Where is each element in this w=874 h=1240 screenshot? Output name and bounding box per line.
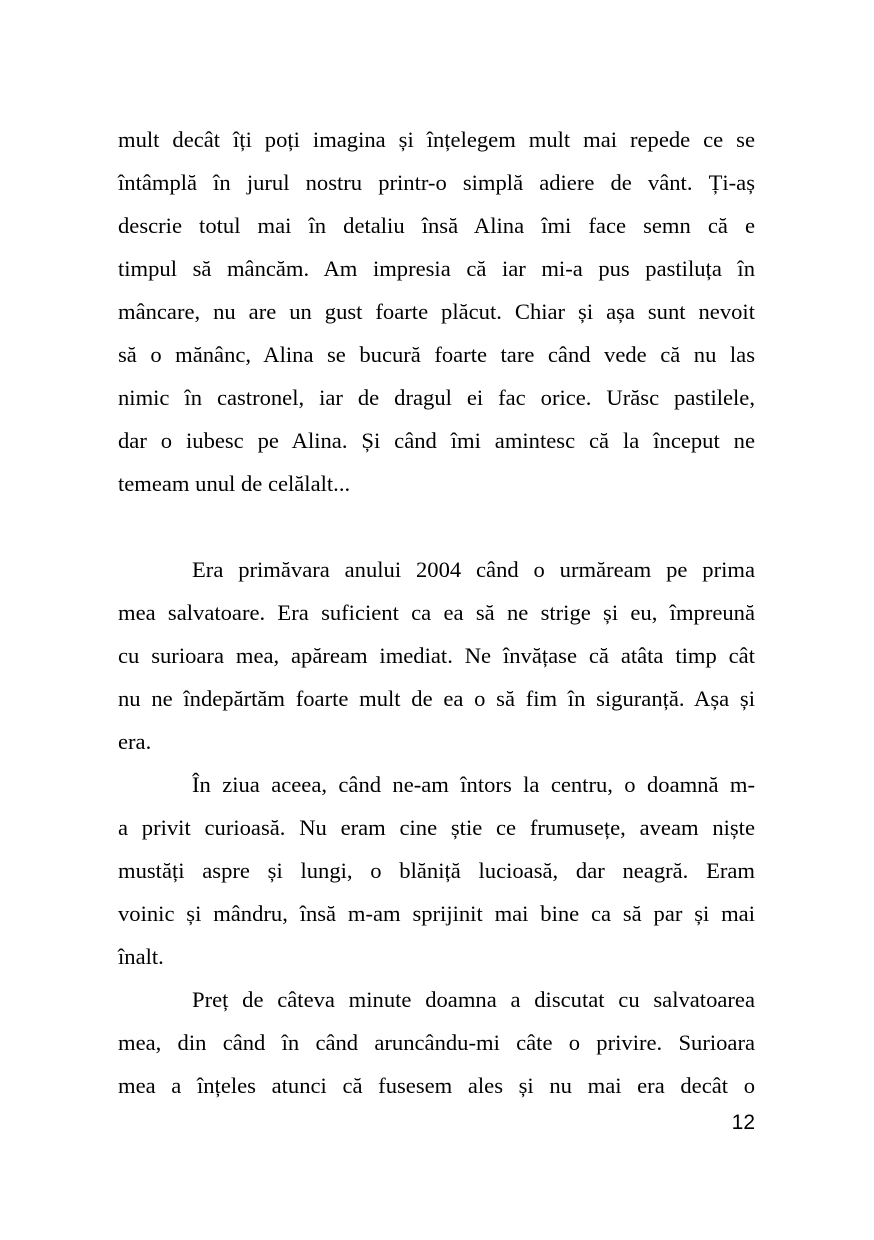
text-line: mustăți aspre și lungi, o blăniță lucioasă, dar neagră. Eram: [118, 858, 755, 883]
text-line: cu surioara mea, apăream imediat. Ne învățase că atâta timp cât: [118, 643, 755, 668]
text-line: În ziua aceea, când ne-am întors la centru, o doamnă m-: [192, 772, 755, 797]
paragraph-3: [118, 763, 755, 978]
text-line: nimic în castronel, iar de dragul ei fac orice. Urăsc pastilele,: [118, 385, 755, 410]
text-line: întâmplă în jurul nostru printr-o simplă adiere de vânt. Ți-aș: [118, 170, 755, 195]
paragraph-2: [118, 548, 755, 763]
paragraph-4: [118, 978, 755, 1107]
text-line: nu ne îndepărtăm foarte mult de ea o să fim în siguranță. Așa și: [118, 686, 755, 711]
text-line: mea, din când în când aruncându-mi câte o privire. Surioara: [118, 1030, 755, 1055]
text-line: mea salvatoare. Era suficient ca ea să ne strige și eu, împreună: [118, 600, 755, 625]
text-line: Preț de câteva minute doamna a discutat cu salvatoarea: [192, 987, 755, 1012]
text-line: mâncare, nu are un gust foarte plăcut. Chiar și așa sunt nevoit: [118, 299, 755, 324]
text-line: temeam unul de celălalt...: [118, 471, 351, 496]
section-break: [118, 505, 755, 548]
text-line: Era primăvara anului 2004 când o urmăream pe prima: [192, 557, 755, 582]
body-text: [118, 118, 755, 1107]
text-line: era.: [118, 729, 152, 754]
text-line: înalt.: [118, 944, 164, 969]
text-line: dar o iubesc pe Alina. Și când îmi amintesc că la început ne: [118, 428, 755, 453]
text-line: a privit curioasă. Nu eram cine știe ce frumusețe, aveam niște: [118, 815, 755, 840]
text-line: descrie totul mai în detaliu însă Alina îmi face semn că e: [118, 213, 755, 238]
paragraph-1: [118, 118, 755, 505]
text-line: timpul să mâncăm. Am impresia că iar mi-a pus pastiluța în: [118, 256, 755, 281]
text-line: mult decât îți poți imagina și înțelegem mult mai repede ce se: [118, 127, 755, 152]
text-line: să o mănânc, Alina se bucură foarte tare când vede că nu las: [118, 342, 755, 367]
text-line: mea a înțeles atunci că fusesem ales și nu mai era decât o: [118, 1073, 755, 1098]
text-line: voinic și mândru, însă m-am sprijinit mai bine ca să par și mai: [118, 901, 755, 926]
page-number: 12: [731, 1111, 755, 1134]
